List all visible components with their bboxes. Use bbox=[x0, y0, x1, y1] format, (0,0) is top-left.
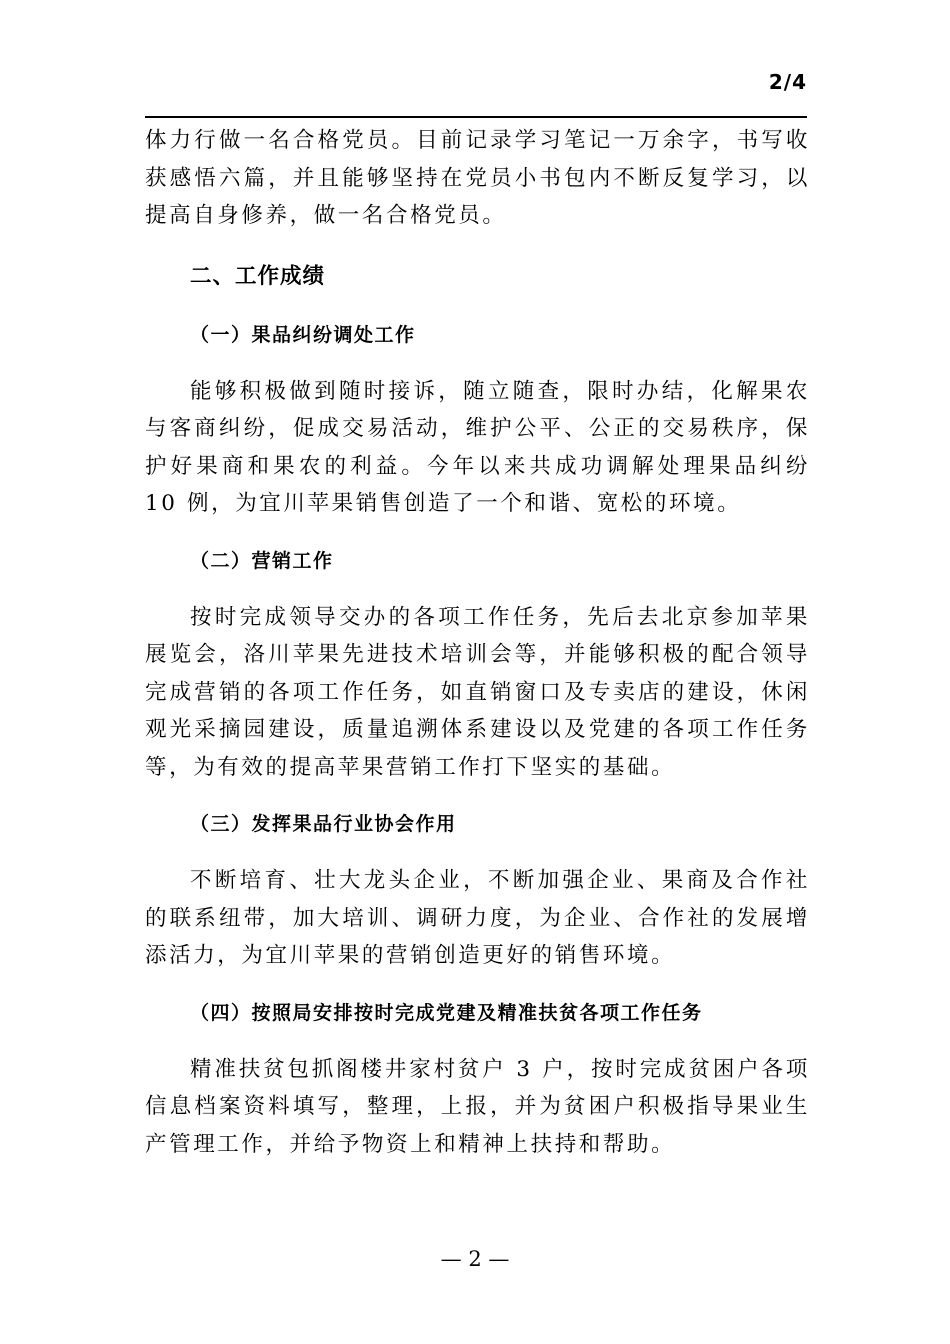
subsection-body-4: 精准扶贫包抓阁楼井家村贫户 3 户，按时完成贫困户各项信息档案资料填写，整理，上报，并为贫困户积极指导果业生产管理工作，并给予物资上和精神上扶持和帮助。 bbox=[145, 1056, 810, 1157]
section-title: 二、工作成绩 bbox=[190, 263, 326, 289]
subsection-body-2: 按时完成领导交办的各项工作任务，先后去北京参加苹果展览会，洛川苹果先进技术培训会等，并能够积极的配合领导完成营销的各项工作任务，如直销窗口及专卖店的建设，休闲观光采摘园建设，质量追溯体系建设以及党建的各项工作任务等，为有效的提高苹果营销工作打下坚实的基础。 bbox=[145, 604, 810, 780]
page-footer-number: — 2 — bbox=[440, 1247, 510, 1271]
page-counter: 2/4 bbox=[768, 70, 807, 94]
subsection-body-1: 能够积极做到随时接诉，随立随查，限时办结，化解果农与客商纠纷，促成交易活动，维护公平、公正的交易秩序，保护好果商和果农的利益。今年以来共成功调解处理果品纠纷 10 例，为宜川苹果销售创造了一个和谐、宽松的环境。 bbox=[145, 378, 810, 516]
subsection-body-3: 不断培育、壮大龙头企业，不断加强企业、果商及合作社的联系纽带，加大培训、调研力度，为企业、合作社的发展增添活力，为宜川苹果的营销创造更好的销售环境。 bbox=[145, 868, 810, 968]
subsection-title-3: （三）发挥果品行业协会作用 bbox=[190, 813, 457, 835]
document-body bbox=[145, 122, 810, 1163]
intro-paragraph: 体力行做一名合格党员。目前记录学习笔记一万余字，书写收获感悟六篇，并且能够坚持在党员小书包内不断反复学习，以提高自身修养，做一名合格党员。 bbox=[145, 128, 810, 228]
page-header bbox=[145, 66, 807, 118]
subsection-title-2: （二）营销工作 bbox=[190, 549, 334, 572]
subsection-title-4: （四）按照局安排按时完成党建及精准扶贫各项工作任务 bbox=[190, 1001, 703, 1024]
subsection-title-1: （一）果品纠纷调处工作 bbox=[190, 323, 416, 346]
